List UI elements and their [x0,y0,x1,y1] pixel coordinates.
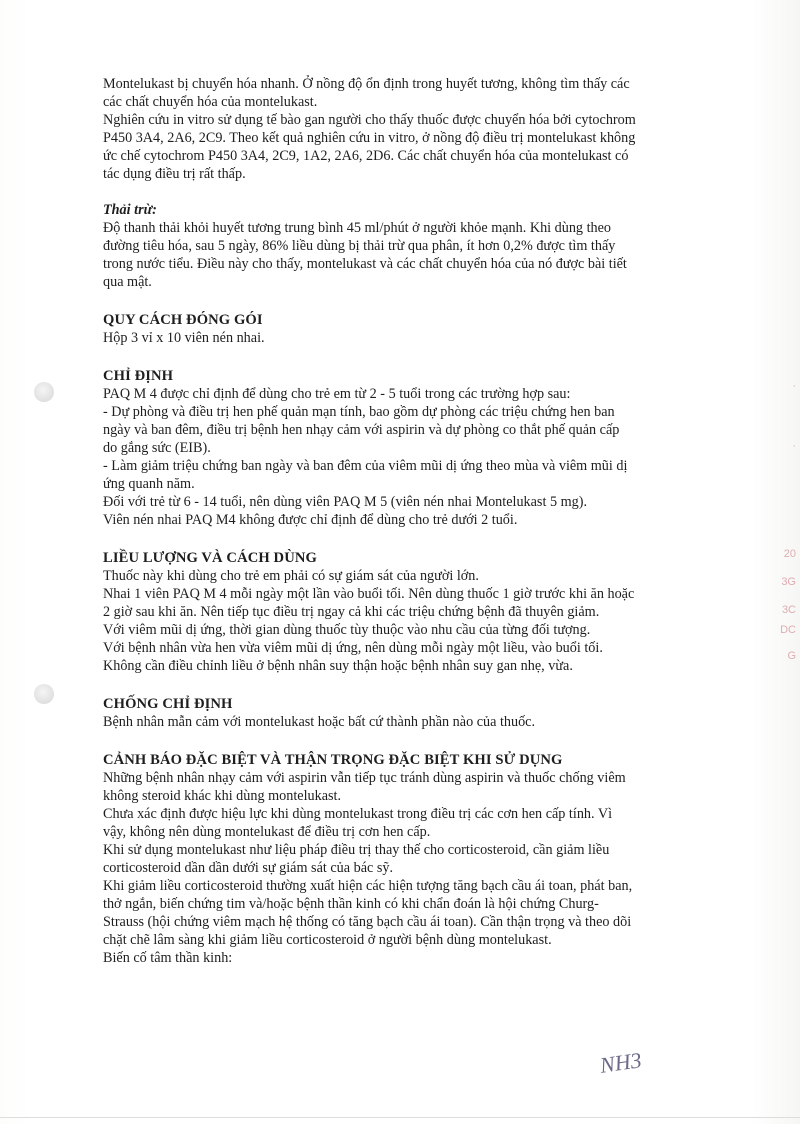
edge-mark: · [792,380,796,392]
text-line: các chất chuyển hóa của montelukast. [103,94,318,110]
contraindications-title: CHỐNG CHỈ ĐỊNH [103,696,233,712]
indications-title: CHỈ ĐỊNH [103,368,174,384]
edge-mark: DC [780,624,796,636]
metabolism-section [103,75,709,183]
text-line: vậy, không nên dùng montelukast để điều trị cơn hen cấp. [103,824,431,840]
text-line: Strauss (hội chứng viêm mạch hệ thống có tăng bạch cầu ái toan). Cần thận trọng và theo dõi [103,914,632,930]
page-bottom-edge [0,1117,800,1118]
text-line: đường tiêu hóa, sau 5 ngày, 86% liều dùng bị thải trừ qua phân, ít hơn 0,2% được tìm thấy [103,238,616,254]
text-line: ức chế cytochrom P450 3A4, 2C9, 1A2, 2A6, 2D6. Các chất chuyển hóa của montelukast có [103,148,629,164]
text-line: trong nước tiểu. Điều này cho thấy, montelukast và các chất chuyển hóa của nó được bài tiết [103,256,627,272]
text-line: Bệnh nhân mẫn cảm với montelukast hoặc bất cứ thành phần nào của thuốc. [103,714,536,730]
edge-mark: 20 [783,548,796,560]
warnings-section [103,751,709,967]
elimination-section [103,201,709,291]
warnings-title: CẢNH BÁO ĐẶC BIỆT VÀ THẬN TRỌNG ĐẶC BIỆT KHI SỬ DỤNG [103,752,563,768]
packaging-section [103,311,709,347]
text-line: P450 3A4, 2A6, 2C9. Theo kết quả nghiên cứu in vitro, ở nồng độ điều trị montelukast không [103,130,636,146]
text-line: Viên nén nhai PAQ M4 không được chỉ định để dùng cho trẻ dưới 2 tuổi. [103,512,518,528]
text-line: tác dụng điều trị rất thấp. [103,166,246,182]
contraindications-section [103,695,709,731]
text-line: Biến cố tâm thần kinh: [103,950,233,966]
text-line: ngày và ban đêm, điều trị bệnh hen nhạy cảm với aspirin và dự phòng co thắt phế quản cấp [103,422,620,438]
text-line: thở ngắn, biến chứng tim và/hoặc bệnh thần kinh có khi chẩn đoán là hội chứng Churg- [103,896,599,912]
text-line: Với bệnh nhân vừa hen vừa viêm mũi dị ứng, nên dùng mỗi ngày một liều, vào buổi tối. [103,640,603,656]
text-line: Nghiên cứu in vitro sử dụng tế bào gan người cho thấy thuốc được chuyển hóa bởi cytochrom [103,112,636,128]
text-line: 2 giờ sau khi ăn. Nên tiếp tục điều trị ngay cả khi các triệu chứng bệnh đã thuyên giảm. [103,604,600,620]
handwritten-signature: NH3 [598,1047,644,1078]
edge-mark: 3G [781,576,796,588]
text-line: Không cần điều chỉnh liều ở bệnh nhân suy thận hoặc bệnh nhân suy gan nhẹ, vừa. [103,658,573,674]
text-line: - Làm giảm triệu chứng ban ngày và ban đêm của viêm mũi dị ứng theo mùa và viêm mũi dị [103,458,628,474]
dosage-title: LIỀU LƯỢNG VÀ CÁCH DÙNG [103,550,317,566]
text-line: Khi sử dụng montelukast như liệu pháp điều trị thay thế cho corticosteroid, cần giảm liều [103,842,610,858]
edge-stamp-marks [770,380,800,700]
packaging-title: QUY CÁCH ĐÓNG GÓI [103,312,263,328]
text-line: Chưa xác định được hiệu lực khi dùng montelukast trong điều trị các cơn hen cấp tính. Vì [103,806,613,822]
text-line: Thuốc này khi dùng cho trẻ em phải có sự giám sát của người lớn. [103,568,479,584]
text-line: Với viêm mũi dị ứng, thời gian dùng thuốc tùy thuộc vào nhu cầu của từng đối tượng. [103,622,591,638]
text-line: Hộp 3 vỉ x 10 viên nén nhai. [103,330,265,346]
edge-mark: G [787,650,796,662]
text-line: Nhai 1 viên PAQ M 4 mỗi ngày một lần vào buổi tối. Nên dùng thuốc 1 giờ trước khi ăn hoặc [103,586,635,602]
text-line: Những bệnh nhân nhạy cảm với aspirin vẫn tiếp tục tránh dùng aspirin và thuốc chống viêm [103,770,626,786]
dosage-section [103,549,709,675]
text-line: PAQ M 4 được chỉ định để dùng cho trẻ em từ 2 - 5 tuổi trong các trường hợp sau: [103,386,571,402]
text-line: corticosteroid dần dần dưới sự giám sát của bác sỹ. [103,860,393,876]
text-line: Đối với trẻ từ 6 - 14 tuổi, nên dùng viên PAQ M 5 (viên nén nhai Montelukast 5 mg). [103,494,587,510]
text-line: ứng quanh năm. [103,476,195,492]
indications-section [103,367,709,529]
text-line: qua mật. [103,274,152,290]
text-line: Khi giảm liều corticosteroid thường xuất hiện các hiện tượng tăng bạch cầu ái toan, phát ban, [103,878,633,894]
text-line: Độ thanh thải khỏi huyết tương trung bình 45 ml/phút ở người khỏe mạnh. Khi dùng theo [103,220,611,236]
text-line: do gắng sức (EIB). [103,440,211,456]
text-line: không steroid khác khi dùng montelukast. [103,788,342,804]
edge-mark: 3C [781,604,796,616]
text-line: chặt chẽ lâm sàng khi giảm liều corticosteroid ở người bệnh dùng montelukast. [103,932,552,948]
text-line: - Dự phòng và điều trị hen phế quản mạn tính, bao gồm dự phòng các triệu chứng hen ban [103,404,615,420]
elimination-title: Thải trừ: [103,202,157,218]
edge-mark: · [792,440,796,452]
document-body [103,75,709,967]
punch-hole [34,684,54,704]
text-line: Montelukast bị chuyển hóa nhanh. Ở nồng độ ổn định trong huyết tương, không tìm thấy các [103,76,630,92]
punch-hole [34,382,54,402]
